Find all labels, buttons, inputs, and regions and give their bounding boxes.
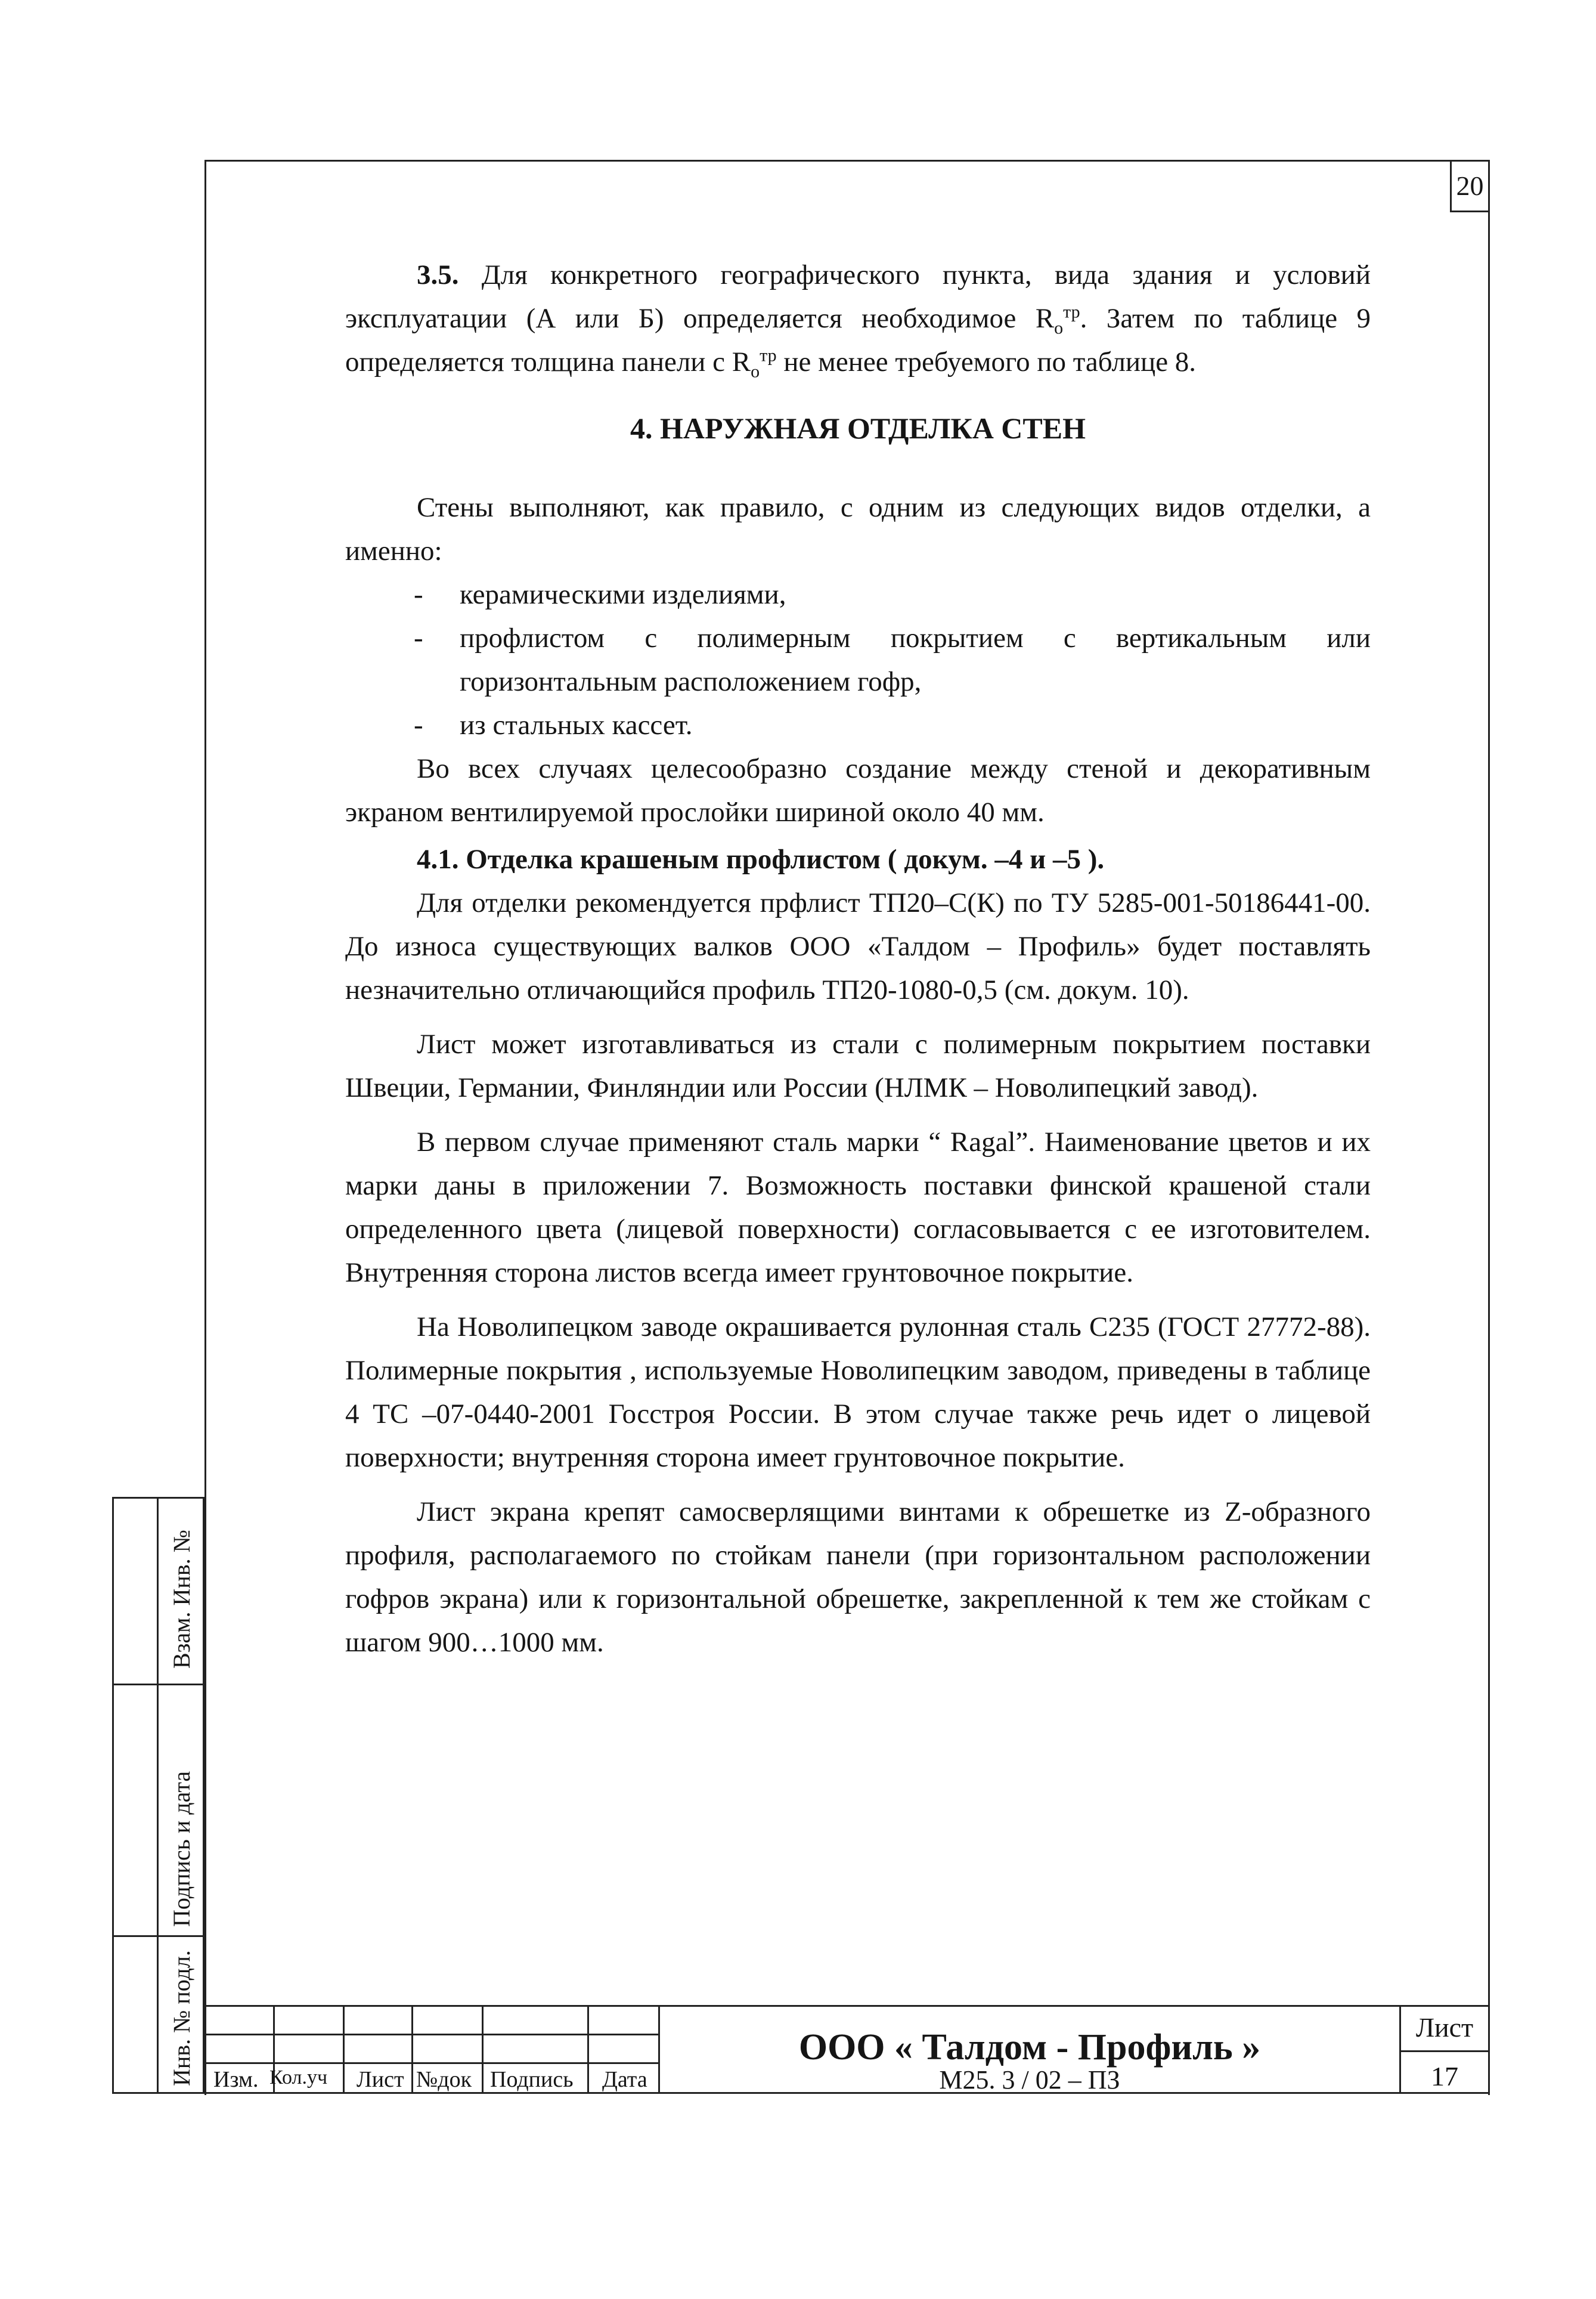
side-label-vzam: Взам. Инв. № [168,1530,195,1669]
paragraph-all-cases: Во всех случаях целесообразно создание между стеной и декоративным экраном вентилируемой прослойки шириной около 40 мм. [345,753,1371,828]
intro-paragraph: Стены выполняют, как правило, с одним из следующих видов отделки, а именно: [345,492,1371,567]
paragraph-screen: Лист экрана крепят самосверлящими винтами к обрешетке из Z-образного профиля, располагаемого по стойкам панели (при горизонтальном расположении гофров экрана) или к горизонтальной обрешетке, закрепленной к тем же стойкам с шагом 900…1000 мм. [345,1496,1371,1658]
side-label-inv: Инв. № подл. [168,1950,195,2086]
subsection-heading-4-1: 4.1. Отделка крашеным профлистом ( докум. –4 и –5 ). [417,844,1105,875]
side-stamp-inv [112,1935,204,2094]
tb-col-podpis: Подпись [490,2067,574,2092]
side-label-podpis: Подпись и дата [168,1771,195,1927]
tb-col-izm: Изм. [213,2067,259,2092]
sheet-number: 17 [1431,2061,1458,2091]
organization-name: ООО « Талдом - Профиль » [798,2027,1261,2068]
section-heading-4: 4. НАРУЖНАЯ ОТДЕЛКА СТЕН [630,411,1086,445]
paragraph-3-5: 3.5. Для конкретного географического пункта, вида здания и условий эксплуатации (А или Б) определяется необходимое $R_о^{тр}$. Затем по таблице 9 определяется толщина панели с $R_о^{тр}$ не менее требуемого по таблице 8. [345,259,1371,382]
side-stamp-vzam [112,1497,204,1685]
paragraph-3-5-label: 3.5. [417,259,459,290]
paragraph-nlmk: На Новолипецком заводе окрашивается рулонная сталь С235 (ГОСТ 27772-88). Полимерные покрытия , используемые Новолипецким заводом, приведены в таблице 4 ТС –07-0440-2001 Госстроя России. В этом случае также речь идет о лицевой поверхности; внутренняя сторона имеет грунтовочное покрытие. [345,1311,1371,1473]
page-number: 20 [1450,160,1488,212]
side-stamp-podpis [112,1684,204,1937]
tb-col-data: Дата [602,2067,647,2092]
tb-col-ndok: №док [416,2067,472,2092]
paragraph-profile: Для отделки рекомендуется прфлист ТП20–С(К) по ТУ 5285-001-50186441-00. До износа существующих валков ООО «Талдом – Профиль» будет поставлять незначительно отличающийся профиль ТП20-1080-0,5 (см. докум. 10). [345,887,1371,1005]
list-dash: - [414,623,423,654]
list-item: - керамическими изделиями, [345,573,1371,617]
document-body [345,253,1371,1664]
paragraph-first-case: В первом случае применяют сталь марки “ Ragal”. Наименование цветов и их марки даны в приложении 7. Возможность поставки финской крашеной стали определенного цвета (лицевой поверхности) согласовывается с ее изготовителем. Внутренняя сторона листов всегда имеет грунтовочное покрытие. [345,1127,1371,1288]
list-dash: - [414,710,423,741]
list-dash: - [414,579,423,610]
tb-col-kol: Кол.уч [269,2066,328,2088]
list-item: - из стальных кассет. [345,704,1371,747]
list-item: - профлистом с полимерным покрытием с вертикальным или горизонтальным расположением гофр, [345,617,1371,704]
tb-col-list: Лист [357,2067,404,2092]
sheet-label: Лист [1415,2012,1474,2043]
document-code: М25. 3 / 02 – ПЗ [939,2065,1120,2094]
paragraph-sheet: Лист может изготавливаться из стали с полимерным покрытием поставки Швеции, Германии, Финляндии или России (НЛМК – Новолипецкий завод). [345,1029,1371,1103]
